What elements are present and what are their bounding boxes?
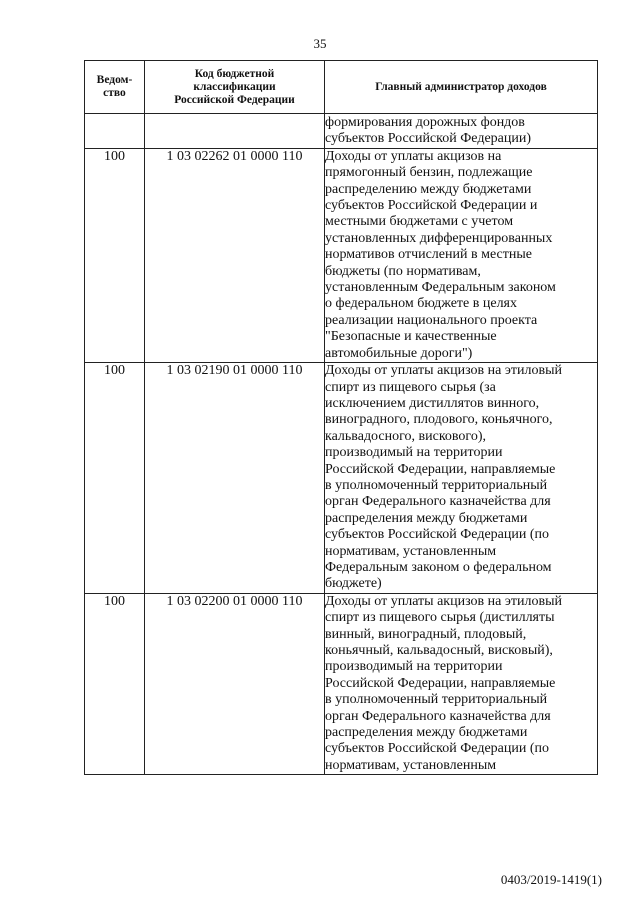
description-line: бюджете) — [325, 576, 382, 592]
description-line: Федеральным законом о федеральном — [325, 559, 552, 575]
description-line: субъектов Российской Федерации (по — [325, 527, 549, 543]
cell-admin-description — [325, 114, 598, 149]
description-line: виноградного, плодового, коньячного, — [325, 412, 553, 428]
cell-code: 1 03 02262 01 0000 110 — [145, 148, 325, 362]
header-admin — [325, 61, 598, 114]
description-line: реализации национального проекта — [325, 312, 538, 328]
cell-code: 1 03 02190 01 0000 110 — [145, 363, 325, 594]
cell-admin-description — [325, 148, 598, 362]
description-line: субъектов Российской Федерации и — [325, 198, 538, 214]
table-row — [85, 148, 598, 362]
description-line: коньячный, кальвадосный, висковый), — [325, 643, 553, 658]
description-line: местными бюджетами с учетом — [325, 214, 514, 230]
page-number: 35 — [313, 36, 327, 51]
description-line: орган Федерального казначейства для — [325, 494, 551, 510]
description-line: нормативам, установленным — [325, 757, 497, 773]
document-number: 0403/2019-1419(1) — [500, 872, 602, 887]
description-line: автомобильные дороги") — [325, 345, 473, 361]
description-line: Доходы от уплаты акцизов на — [325, 148, 502, 164]
header-code-label: Код бюджетной классификации Российской Федерации — [174, 67, 295, 106]
cell-admin-description — [325, 363, 598, 594]
description-line: Доходы от уплаты акцизов на этиловый — [325, 363, 562, 379]
description-line: установленным Федеральным законом — [325, 280, 556, 296]
description-line: Доходы от уплаты акцизов на этиловый — [325, 593, 562, 609]
cell-code — [145, 114, 325, 149]
description-line: распределения между бюджетами — [325, 725, 528, 741]
description-line: субъектов Российской Федерации) — [325, 131, 532, 147]
table-row — [85, 593, 598, 774]
description-line: установленных дифференцированных — [325, 230, 553, 246]
table-row — [85, 363, 598, 594]
description-line: в уполномоченный территориальный — [325, 477, 548, 493]
cell-code: 1 03 02200 01 0000 110 — [145, 593, 325, 774]
cell-dept: 100 — [85, 593, 145, 774]
header-code — [145, 61, 325, 114]
description-line: субъектов Российской Федерации (по — [325, 741, 549, 757]
cell-dept: 100 — [85, 363, 145, 594]
description-line: о федеральном бюджете в целях — [325, 296, 518, 312]
cell-dept: 100 — [85, 148, 145, 362]
description-line: спирт из пищевого сырья (дистилляты — [325, 610, 555, 626]
cell-dept — [85, 114, 145, 149]
description-line: бюджеты (по нормативам, — [325, 263, 481, 279]
description-line: в уполномоченный территориальный — [325, 692, 548, 708]
description-line: спирт из пищевого сырья (за — [325, 379, 496, 395]
header-admin-label: Главный администратор доходов — [375, 80, 547, 93]
header-dept — [85, 61, 145, 114]
description-line: формирования дорожных фондов — [325, 115, 525, 130]
header-dept-label: Ведом-ство — [96, 74, 133, 99]
description-line: производимый на территории — [325, 659, 503, 675]
description-line: распределения между бюджетами — [325, 510, 528, 526]
description-line: производимый на территории — [325, 445, 503, 461]
description-line: прямогонный бензин, подлежащие — [325, 165, 533, 181]
description-line: Российской Федерации, направляемые — [325, 461, 556, 477]
cell-admin-description — [325, 593, 598, 774]
description-line: винный, виноградный, плодовый, — [325, 626, 527, 642]
description-line: "Безопасные и качественные — [325, 329, 497, 345]
table-row — [85, 114, 598, 149]
description-line: распределению между бюджетами — [325, 181, 532, 197]
description-line: исключением дистиллятов винного, — [325, 395, 540, 411]
description-line: Российской Федерации, направляемые — [325, 675, 556, 691]
revenue-administrators-table — [84, 60, 598, 775]
table-header-row — [85, 61, 598, 114]
description-line: нормативов отчислений в местные — [325, 247, 532, 263]
description-line: нормативам, установленным — [325, 543, 497, 559]
description-line: орган Федерального казначейства для — [325, 708, 551, 724]
description-line: кальвадосного, вискового), — [325, 428, 486, 444]
